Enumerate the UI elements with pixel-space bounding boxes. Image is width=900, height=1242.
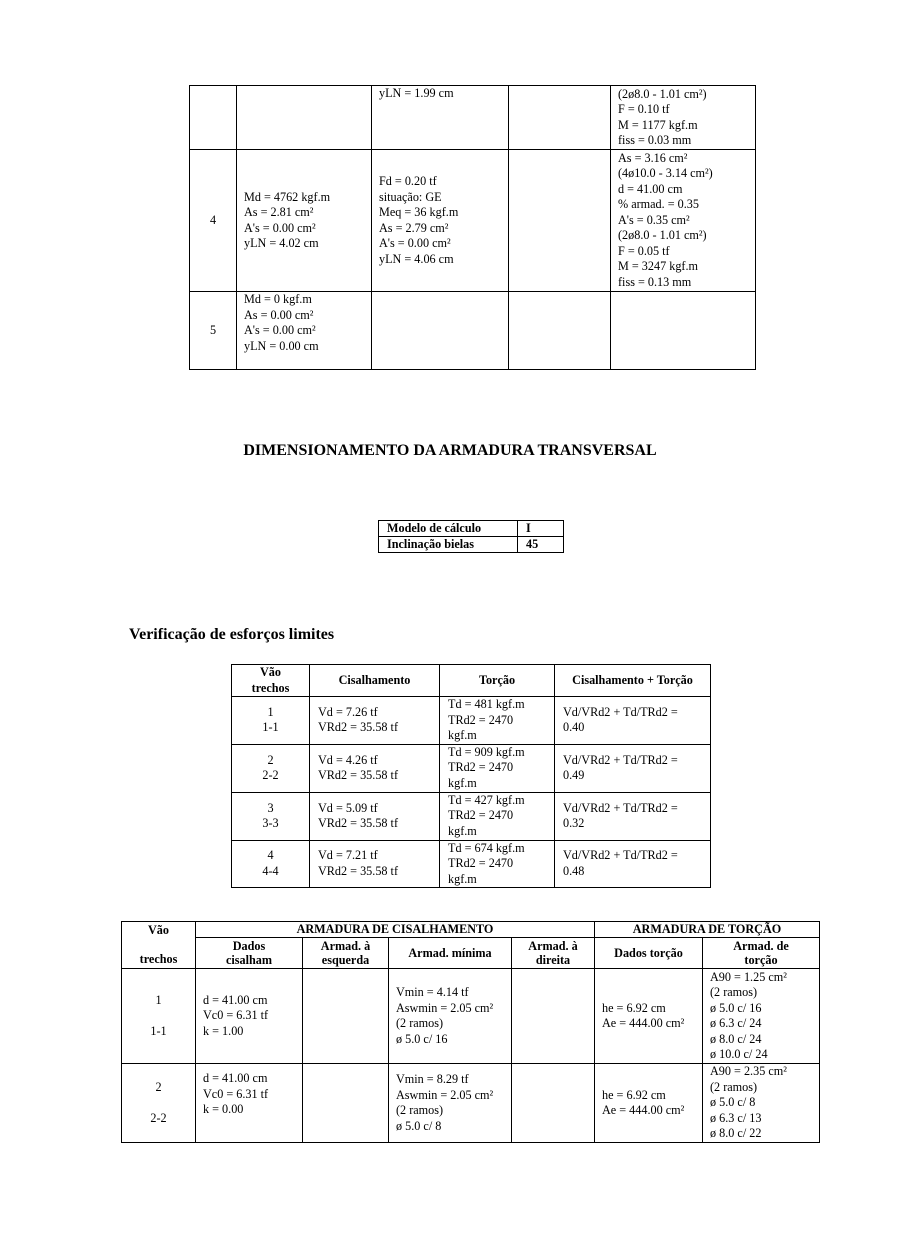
model-label: Inclinação bielas	[379, 537, 518, 553]
vao-cell: 2 2-2	[232, 744, 310, 792]
trecho-cell: 4	[190, 150, 237, 292]
flexure-results-table	[189, 85, 756, 370]
vao-cell: 1 1-1	[122, 969, 196, 1064]
vao-cell: 3 3-3	[232, 792, 310, 840]
group-header-shear: ARMADURA DE CISALHAMENTO	[196, 922, 595, 938]
min-reinf-cell: Vmin = 8.29 tf Aswmin = 2.05 cm² (2 ramos) ø 5.0 c/ 8	[389, 1064, 512, 1143]
transverse-reinforcement-table	[121, 921, 820, 1143]
table-row	[232, 744, 711, 792]
table-row	[190, 150, 756, 292]
torsion-data-cell: he = 6.92 cm Ae = 444.00 cm²	[595, 1064, 703, 1143]
table-cell: Md = 0 kgf.m As = 0.00 cm² A's = 0.00 cm² yLN = 0.00 cm	[237, 292, 372, 370]
table-cell	[372, 292, 509, 370]
combined-cell: Vd/VRd2 + Td/TRd2 = 0.49	[555, 744, 711, 792]
table-row	[232, 697, 711, 745]
left-reinf-cell	[303, 969, 389, 1064]
combined-cell: Vd/VRd2 + Td/TRd2 = 0.32	[555, 792, 711, 840]
shear-cell: Vd = 7.21 tf VRd2 = 35.58 tf	[310, 840, 440, 888]
column-header: Dados torção	[595, 938, 703, 969]
shear-data-cell: d = 41.00 cm Vc0 = 6.31 tf k = 0.00	[196, 1064, 303, 1143]
left-reinf-cell	[303, 1064, 389, 1143]
shear-cell: Vd = 4.26 tf VRd2 = 35.58 tf	[310, 744, 440, 792]
table-cell	[611, 292, 756, 370]
column-header: Armad. à esquerda	[303, 938, 389, 969]
table-cell	[509, 292, 611, 370]
torsion-cell: Td = 481 kgf.m TRd2 = 2470 kgf.m	[440, 697, 555, 745]
trecho-cell	[190, 86, 237, 150]
table-row	[122, 1064, 820, 1143]
table-cell: Md = 4762 kgf.m As = 2.81 cm² A's = 0.00 cm² yLN = 4.02 cm	[237, 150, 372, 292]
column-header: Armad. mínima	[389, 938, 512, 969]
torsion-cell: Td = 427 kgf.m TRd2 = 2470 kgf.m	[440, 792, 555, 840]
table-row	[122, 969, 820, 1064]
trecho-cell: 5	[190, 292, 237, 370]
table-cell	[509, 86, 611, 150]
table-row	[232, 792, 711, 840]
column-header: Cisalhamento	[310, 665, 440, 697]
combined-cell: Vd/VRd2 + Td/TRd2 = 0.48	[555, 840, 711, 888]
group-header-torsion: ARMADURA DE TORÇÃO	[595, 922, 820, 938]
shear-data-cell: d = 41.00 cm Vc0 = 6.31 tf k = 1.00	[196, 969, 303, 1064]
vao-cell: 2 2-2	[122, 1064, 196, 1143]
table-row	[379, 521, 564, 537]
torsion-reinf-cell: A90 = 2.35 cm² (2 ramos) ø 5.0 c/ 8 ø 6.3 c/ 13 ø 8.0 c/ 22	[703, 1064, 820, 1143]
table-cell: (2ø8.0 - 1.01 cm²) F = 0.10 tf M = 1177 kgf.m fiss = 0.03 mm	[611, 86, 756, 150]
table-header-row	[122, 922, 820, 938]
column-header: Armad. de torção	[703, 938, 820, 969]
column-header: Torção	[440, 665, 555, 697]
vao-cell: 4 4-4	[232, 840, 310, 888]
table-header-row	[232, 665, 711, 697]
shear-cell: Vd = 7.26 tf VRd2 = 35.58 tf	[310, 697, 440, 745]
torsion-reinf-cell: A90 = 1.25 cm² (2 ramos) ø 5.0 c/ 16 ø 6.3 c/ 24 ø 8.0 c/ 24 ø 10.0 c/ 24	[703, 969, 820, 1064]
limit-forces-table	[231, 664, 711, 888]
model-value: 45	[518, 537, 564, 553]
calculation-model-table	[378, 520, 564, 553]
column-header: Dados cisalham	[196, 938, 303, 969]
column-header: Vão trechos	[122, 922, 196, 969]
model-label: Modelo de cálculo	[379, 521, 518, 537]
table-row	[190, 292, 756, 370]
torsion-cell: Td = 909 kgf.m TRd2 = 2470 kgf.m	[440, 744, 555, 792]
vao-cell: 1 1-1	[232, 697, 310, 745]
column-header: Cisalhamento + Torção	[555, 665, 711, 697]
right-reinf-cell	[512, 969, 595, 1064]
torsion-data-cell: he = 6.92 cm Ae = 444.00 cm²	[595, 969, 703, 1064]
table-row	[379, 537, 564, 553]
torsion-cell: Td = 674 kgf.m TRd2 = 2470 kgf.m	[440, 840, 555, 888]
table-row	[232, 840, 711, 888]
column-header: Armad. à direita	[512, 938, 595, 969]
table-row	[190, 86, 756, 150]
model-value: I	[518, 521, 564, 537]
shear-cell: Vd = 5.09 tf VRd2 = 35.58 tf	[310, 792, 440, 840]
section-title: DIMENSIONAMENTO DA ARMADURA TRANSVERSAL	[243, 442, 657, 459]
subsection-title: Verificação de esforços limites	[129, 626, 335, 643]
table-header-row	[122, 938, 820, 969]
right-reinf-cell	[512, 1064, 595, 1143]
table-cell: As = 3.16 cm² (4ø10.0 - 3.14 cm²) d = 41.00 cm % armad. = 0.35 A's = 0.35 cm² (2ø8.0 - 1.01 cm²) F = 0.05 tf M = 3247 kgf.m fiss = 0.13 mm	[611, 150, 756, 292]
table-cell: Fd = 0.20 tf situação: GE Meq = 36 kgf.m As = 2.79 cm² A's = 0.00 cm² yLN = 4.06 cm	[372, 150, 509, 292]
column-header: Vão trechos	[232, 665, 310, 697]
table-cell	[509, 150, 611, 292]
table-cell	[237, 86, 372, 150]
min-reinf-cell: Vmin = 4.14 tf Aswmin = 2.05 cm² (2 ramos) ø 5.0 c/ 16	[389, 969, 512, 1064]
combined-cell: Vd/VRd2 + Td/TRd2 = 0.40	[555, 697, 711, 745]
table-cell: yLN = 1.99 cm	[372, 86, 509, 150]
